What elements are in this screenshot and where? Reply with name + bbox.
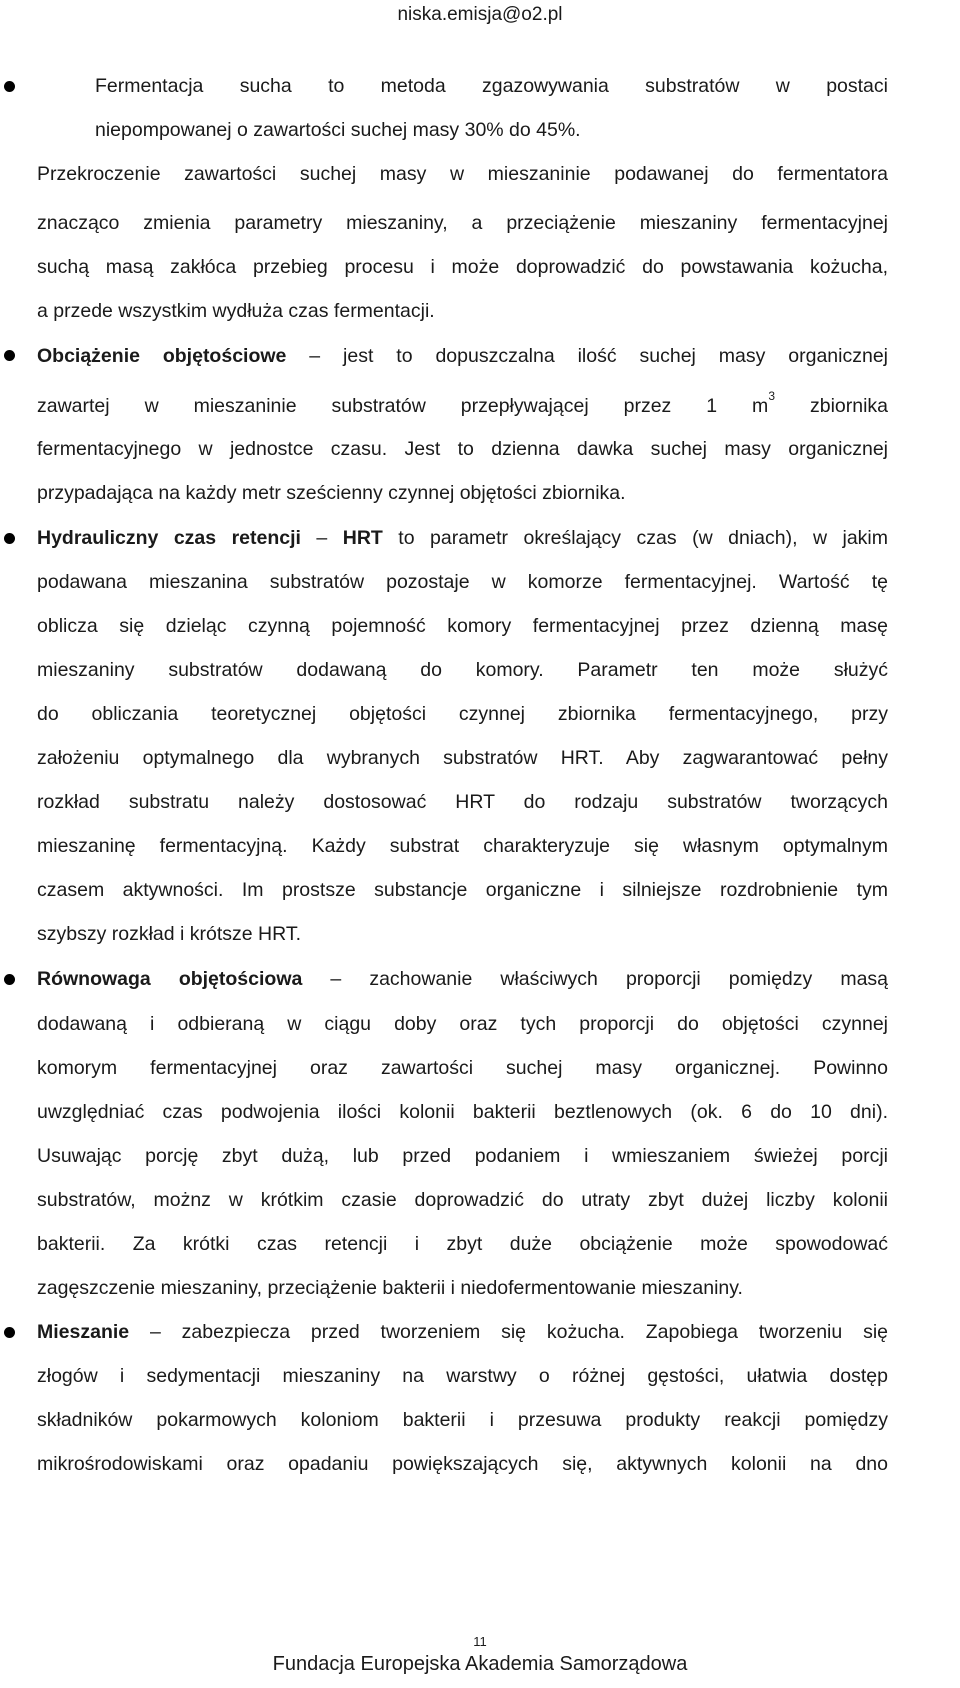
text-line: fermentacyjnego w jednostce czasu. Jest to dzienna dawka suchej masy organicznej xyxy=(37,438,888,460)
text-line: składników pokarmowych koloniom bakterii i przesuwa produkty reakcji pomiędzy xyxy=(37,1409,888,1431)
term-obciazenie: Obciążenie objętościowe xyxy=(37,345,287,367)
text-line: podawana mieszanina substratów pozostaje w komorze fermentacyjnej. Wartość tę xyxy=(37,571,888,593)
bullet-marker xyxy=(4,81,15,92)
term-mieszanie: Mieszanie xyxy=(37,1321,130,1343)
text-line: bakterii. Za krótki czas retencji i zbyt duże obciążenie może spowodować xyxy=(37,1233,888,1255)
text-line: Przekroczenie zawartości suchej masy w mieszaninie podawanej do fermentatora xyxy=(37,163,888,185)
page-number: 11 xyxy=(473,1634,487,1649)
header-email: niska.emisja@o2.pl xyxy=(397,4,563,25)
text-line: do obliczania teoretycznej objętości czynnej zbiornika fermentacyjnego, przy xyxy=(37,703,888,725)
term-hydrauliczny: Hydrauliczny czas retencji xyxy=(37,527,301,549)
bullet-marker xyxy=(4,1327,15,1338)
text-line: a przede wszystkim wydłuża czas fermentacji. xyxy=(37,300,435,322)
text-line: mieszaniny substratów dodawaną do komory. Parametr ten może służyć xyxy=(37,659,888,681)
text-line: zagęszczenie mieszaniny, przeciążenie bakterii i niedofermentowanie mieszaniny. xyxy=(37,1277,743,1299)
text-line: suchą masą zakłóca przebieg procesu i może doprowadzić do powstawania kożucha, xyxy=(37,256,888,278)
term-rownowaga: Równowaga objętościowa xyxy=(37,968,303,990)
text-line: rozkład substratu należy dostosować HRT do rodzaju substratów tworzących xyxy=(37,791,888,813)
text-line: niepompowanej o zawartości suchej masy 30% do 45%. xyxy=(95,119,581,141)
term-hrt: HRT xyxy=(342,527,383,549)
text-line: złogów i sedymentacji mieszaniny na warstwy o różnej gęstości, ułatwia dostęp xyxy=(37,1365,888,1387)
text-line: Usuwając porcję zbyt dużą, lub przed podaniem i wmieszaniem świeżej porcji xyxy=(37,1145,888,1167)
text-line: Hydrauliczny czas retencji – HRT to parametr określający czas (w dniach), w jakim xyxy=(37,527,888,549)
footer-organization: Fundacja Europejska Akademia Samorządowa xyxy=(272,1653,688,1675)
text-line: mikrośrodowiskami oraz opadaniu powiększających się, aktywnych kolonii na dno xyxy=(37,1453,888,1475)
superscript: 3 xyxy=(768,389,775,403)
text-line: szybszy rozkład i krótsze HRT. xyxy=(37,923,302,945)
text-line: założeniu optymalnego dla wybranych substratów HRT. Aby zagwarantować pełny xyxy=(37,747,888,769)
text-line: mieszaninę fermentacyjną. Każdy substrat charakteryzuje się własnym optymalnym xyxy=(37,835,888,857)
text-line: znacząco zmienia parametry mieszaniny, a przeciążenie mieszaniny fermentacyjnej xyxy=(37,212,888,234)
text-line: zawartej w mieszaninie substratów przepływającej przez 1 $m^3$ zbiornika xyxy=(37,389,889,417)
text-line: substratów, możnz w krótkim czasie doprowadzić do utraty zbyt dużej liczby kolonii xyxy=(37,1189,888,1211)
text-line: czasem aktywności. Im prostsze substancje organiczne i silniejsze rozdrobnienie tym xyxy=(37,879,888,901)
text-line: Mieszanie – zabezpiecza przed tworzeniem się kożucha. Zapobiega tworzeniu się xyxy=(37,1321,888,1343)
text-line: Fermentacja sucha to metoda zgazowywania substratów w postaci xyxy=(95,75,888,97)
bullet-marker xyxy=(4,533,15,544)
text-line: komorym fermentacyjnej oraz zawartości suchej masy organicznej. Powinno xyxy=(37,1057,888,1079)
text-line: oblicza się dzieląc czynną pojemność komory fermentacyjnej przez dzienną masę xyxy=(37,615,888,637)
text-line: uwzględniać czas podwojenia ilości kolonii bakterii beztlenowych (ok. 6 do 10 dni). xyxy=(37,1101,888,1123)
bullet-marker xyxy=(4,974,15,985)
text-line: przypadająca na każdy metr sześcienny czynnej objętości zbiornika. xyxy=(37,482,626,504)
text-line: Równowaga objętościowa – zachowanie właściwych proporcji pomiędzy masą xyxy=(37,968,889,990)
text-line: Obciążenie objętościowe – jest to dopuszczalna ilość suchej masy organicznej xyxy=(37,345,888,367)
text-line: dodawaną i odbieraną w ciągu doby oraz tych proporcji do objętości czynnej xyxy=(37,1013,888,1035)
bullet-marker xyxy=(4,350,15,361)
